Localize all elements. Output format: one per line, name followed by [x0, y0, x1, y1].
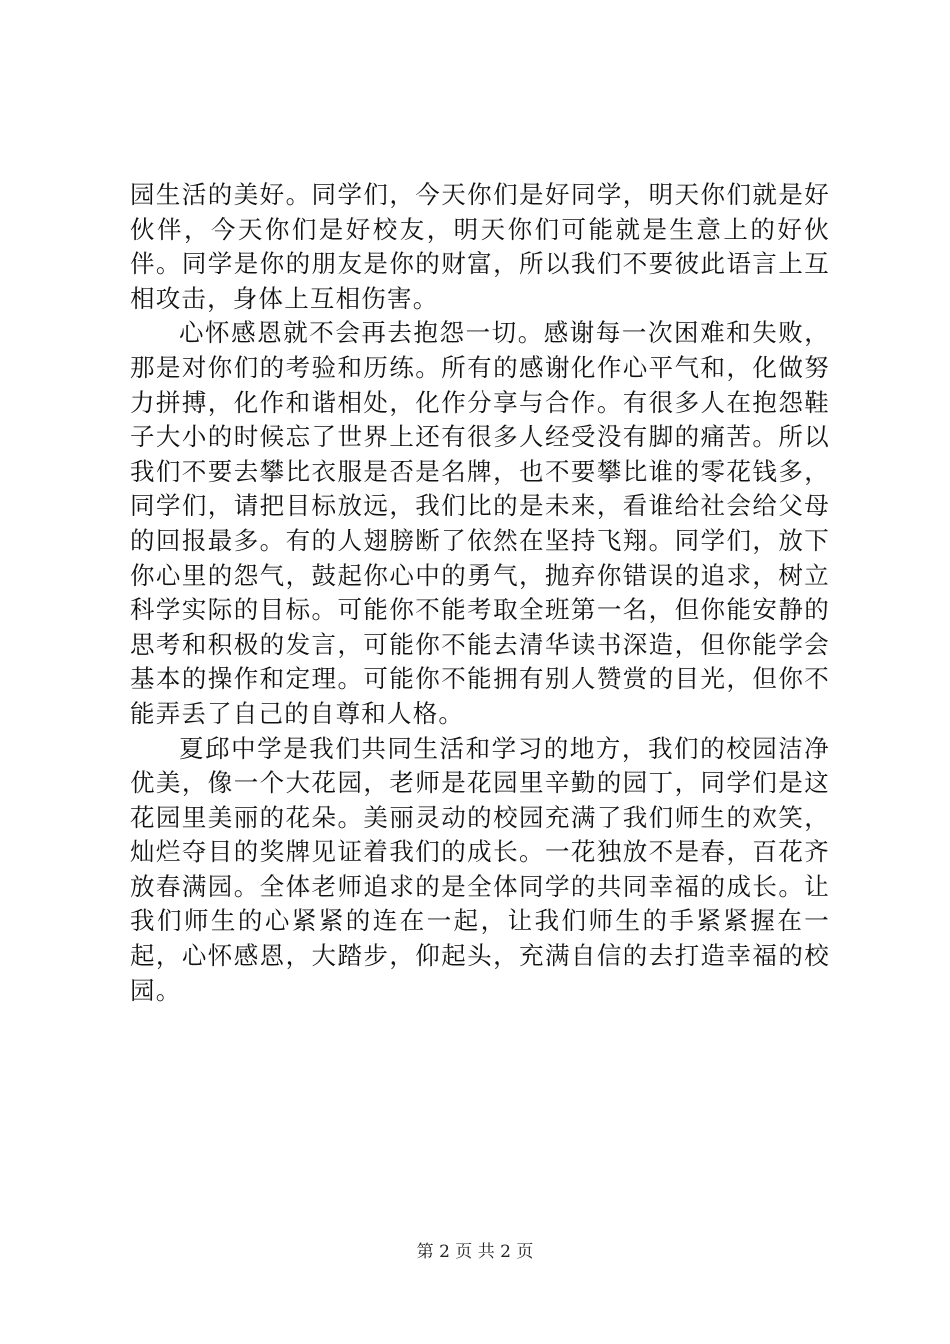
paragraph-gratitude: 心怀感恩就不会再去抱怨一切。感谢每一次困难和失败，那是对你们的考验和历练。所有的感谢化作心平气和，化做努力拼搏，化作和谐相处，化作分享与合作。有很多人在抱怨鞋子大小的时候忘了世界上还有很多人经受没有脚的痛苦。所以我们不要去攀比衣服是否是名牌，也不要攀比谁的零花钱多，同学们，请把目标放远，我们比的是未来，看谁给社会给父母的回报最多。有的人翅膀断了依然在坚持飞翔。同学们，放下你心里的怨气，鼓起你心中的勇气，抛弃你错误的追求，树立科学实际的目标。可能你不能考取全班第一名，但你能安静的思考和积极的发言，可能你不能去清华读书深造，但你能学会基本的操作和定理。可能你不能拥有别人赞赏的目光，但你不能弄丢了自己的自尊和人格。 [130, 318, 830, 728]
paragraph-school: 夏邱中学是我们共同生活和学习的地方，我们的校园洁净优美，像一个大花园，老师是花园里辛勤的园丁，同学们是这花园里美丽的花朵。美丽灵动的校园充满了我们师生的欢笑，灿烂夺目的奖牌见证着我们的成长。一花独放不是春，百花齐放春满园。全体老师追求的是全体同学的共同幸福的成长。让我们师生的心紧紧的连在一起，让我们师生的手紧紧握在一起，心怀感恩，大踏步，仰起头，充满自信的去打造幸福的校园。 [130, 733, 830, 1005]
document-body [130, 178, 830, 1008]
paragraph-continuation: 园生活的美好。同学们，今天你们是好同学，明天你们就是好伙伴，今天你们是好校友，明天你们可能就是生意上的好伙伴。同学是你的朋友是你的财富，所以我们不要彼此语言上互相攻击，身体上互相伤害。 [130, 180, 830, 313]
page-number-footer: 第 2 页 共 2 页 [416, 1242, 534, 1262]
